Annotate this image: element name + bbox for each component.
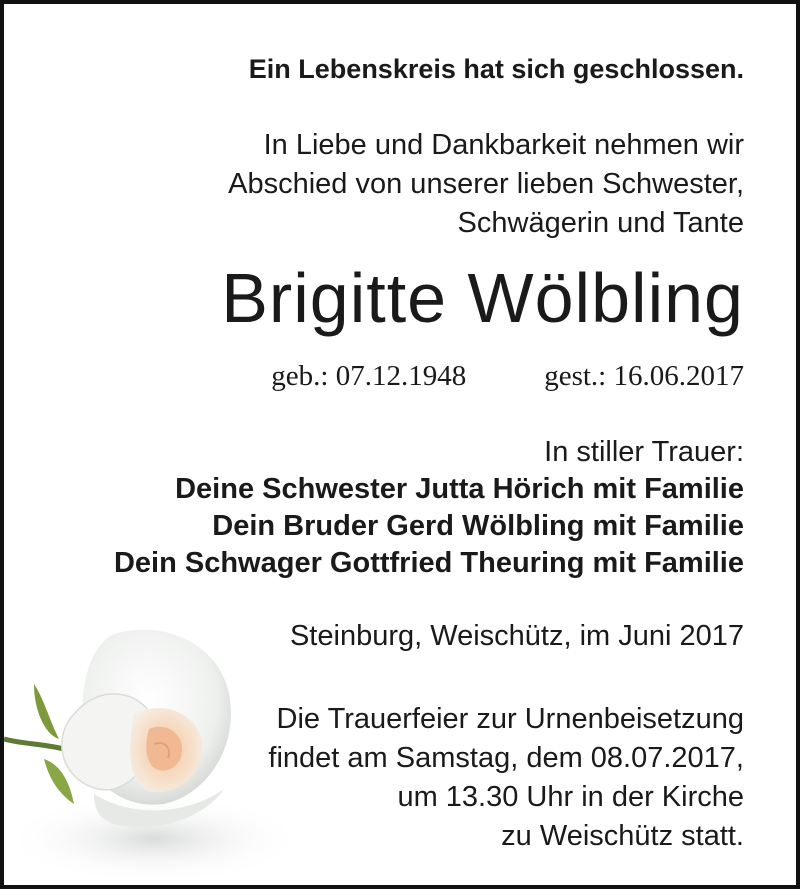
funeral-line: um 13.30 Uhr in der Kirche [397,781,744,813]
intro-line: In Liebe und Dankbarkeit nehmen wir [263,129,744,161]
funeral-line: Die Trauerfeier zur Urnenbeisetzung [276,703,744,735]
mourners-block [114,434,744,582]
funeral-line: zu Weischütz statt. [501,820,744,852]
intro-line: Schwägerin und Tante [457,207,744,239]
mourner-line: Dein Schwager Gottfried Theuring mit Familie [113,547,744,579]
birth-date: geb.: 07.12.1948 [271,360,467,392]
place-date: Steinburg, Weischütz, im Juni 2017 [289,620,744,652]
intro-text [228,126,744,243]
mourning-heading: In stiller Trauer: [544,436,744,468]
motto: Ein Lebenskreis hat sich geschlossen. [248,54,744,84]
mourner-line: Deine Schwester Jutta Hörich mit Familie [175,473,744,505]
mourner-line: Dein Bruder Gerd Wölbling mit Familie [212,510,744,542]
rose-icon [4,604,304,889]
life-dates [271,360,744,393]
deceased-name: Brigitte Wölbling [221,259,744,337]
funeral-info [268,700,744,856]
intro-line: Abschied von unserer lieben Schwester, [228,168,744,200]
death-date: gest.: 16.06.2017 [544,360,744,392]
funeral-line: findet am Samstag, dem 08.07.2017, [268,742,744,774]
